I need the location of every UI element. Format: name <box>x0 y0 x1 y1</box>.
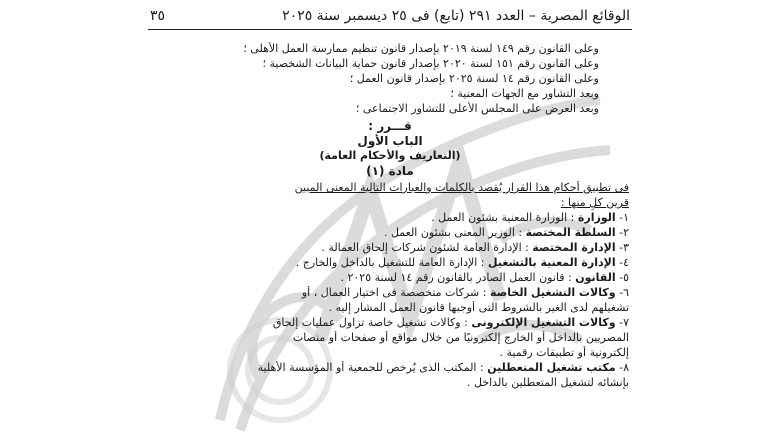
definition-item: ١- الوزارة : الوزارة المعنية بشئون العمل . <box>431 211 629 224</box>
definition-item: ٢- السلطة المختصة : الوزير المعنى بشئون العمل . <box>383 226 629 239</box>
article-intro: قرين كلٍ منها : <box>560 196 629 209</box>
definition-number: ٢ <box>623 226 629 239</box>
definition-number: ٤ <box>623 256 629 269</box>
definition-text: : الإدارة العامة للتشغيل بالداخل والخارج . <box>295 256 489 269</box>
page-header <box>150 6 630 26</box>
definition-item: ٥- القانون : قانون العمل الصادر بالقانون رقم ١٤ لسنة ٢٠٢٥ . <box>340 271 629 284</box>
definition-term: مكتب تشغيل المتعطلين <box>487 361 616 374</box>
preamble-line: وبعد التشاور مع الجهات المعنية ؛ <box>450 87 599 100</box>
definition-number: ٨ <box>623 361 629 374</box>
preamble-line: وعلى القانون رقم ١٤ لسنة ٢٠٢٥ بإصدار قانون العمل ؛ <box>349 72 599 85</box>
definition-term: وكالات التشغيل الإلكترونى <box>471 316 616 329</box>
definition-number: ٣ <box>623 241 629 254</box>
definition-continuation: المصريين بالداخل أو الخارج إلكترونيًا من خلال مواقع أو صفحات أو منصات <box>292 331 629 344</box>
definition-term: القانون <box>575 271 616 284</box>
article-heading: مادة (١) <box>366 164 414 178</box>
definition-number: ٥ <box>623 271 629 284</box>
preamble-line: وعلى القانون رقم ١٥١ لسنة ٢٠٢٠ بإصدار قانون حماية البيانات الشخصية ؛ <box>262 57 599 70</box>
definition-term: الإدارة المختصة <box>532 241 616 254</box>
definition-item: ٦- وكالات التشغيل الخاصة : شركات متخصصة فى اختيار العمال ، أو <box>301 286 629 299</box>
definition-text: : الوزارة المعنية بشئون العمل . <box>431 211 578 224</box>
definition-text: : الإدارة العامة لشئون شركات إلحاق العمالة . <box>321 241 533 254</box>
page-number: ٣٥ <box>150 8 166 24</box>
article-intro: فى تطبيق أحكام هذا القرار يُقصد بالكلمات والعبارات التالية المعنى المبين <box>294 181 629 194</box>
definition-text: : قانون العمل الصادر بالقانون رقم ١٤ لسنة ٢٠٢٥ . <box>340 271 576 284</box>
decree-heading: قـــرر : <box>368 119 412 133</box>
header-rule <box>148 29 632 30</box>
definition-continuation: بإنشائه لتشغيل المتعطلين بالداخل . <box>467 376 629 389</box>
definition-number: ٦ <box>623 286 629 299</box>
definition-text: : وكالات تشغيل خاصة تزاول عمليات إلحاق <box>272 316 472 329</box>
definition-item: ٣- الإدارة المختصة : الإدارة العامة لشئون شركات إلحاق العمالة . <box>321 241 629 254</box>
definition-continuation: إلكترونية أو تطبيقات رقمية . <box>499 346 629 359</box>
chapter-heading: الباب الأول <box>357 134 423 148</box>
definition-continuation: تشغيلهم لدى الغير بالشروط التى أوجبها قانون العمل المشار إليه . <box>328 301 629 314</box>
definition-text: : شركات متخصصة فى اختيار العمال ، أو <box>301 286 490 299</box>
definition-item: ٤- الإدارة المعنية بالتشغيل : الإدارة العامة للتشغيل بالداخل والخارج . <box>295 256 629 269</box>
preamble-line: وعلى القانون رقم ١٤٩ لسنة ٢٠١٩ بإصدار قانون تنظيم ممارسة العمل الأهلى ؛ <box>243 42 599 55</box>
preamble-line: وبعد العرض على المجلس الأعلى للتشاور الاجتماعى ؛ <box>355 102 599 115</box>
definition-term: السلطة المختصة <box>525 226 616 239</box>
definition-term: وكالات التشغيل الخاصة <box>489 286 616 299</box>
definition-number: ١ <box>623 211 629 224</box>
definition-term: الإدارة المعنية بالتشغيل <box>488 256 616 269</box>
definition-term: الوزارة <box>577 211 616 224</box>
chapter-title: (التعاريف والأحكام العامة) <box>319 149 461 162</box>
definition-text: : المكتب الذى يُرخص للجمعية أو المؤسسة الأهلية <box>257 361 488 374</box>
definition-item: ٨- مكتب تشغيل المتعطلين : المكتب الذى يُرخص للجمعية أو المؤسسة الأهلية <box>257 361 629 374</box>
definition-number: ٧ <box>623 316 629 329</box>
definition-text: : الوزير المعنى بشئون العمل . <box>383 226 526 239</box>
gazette-title: الوقائع المصرية – العدد ٢٩١ (تابع) فى ٢٥ ديسمبر سنة ٢٠٢٥ <box>282 8 630 24</box>
definition-item: ٧- وكالات التشغيل الإلكترونى : وكالات تشغيل خاصة تزاول عمليات إلحاق <box>272 316 629 329</box>
